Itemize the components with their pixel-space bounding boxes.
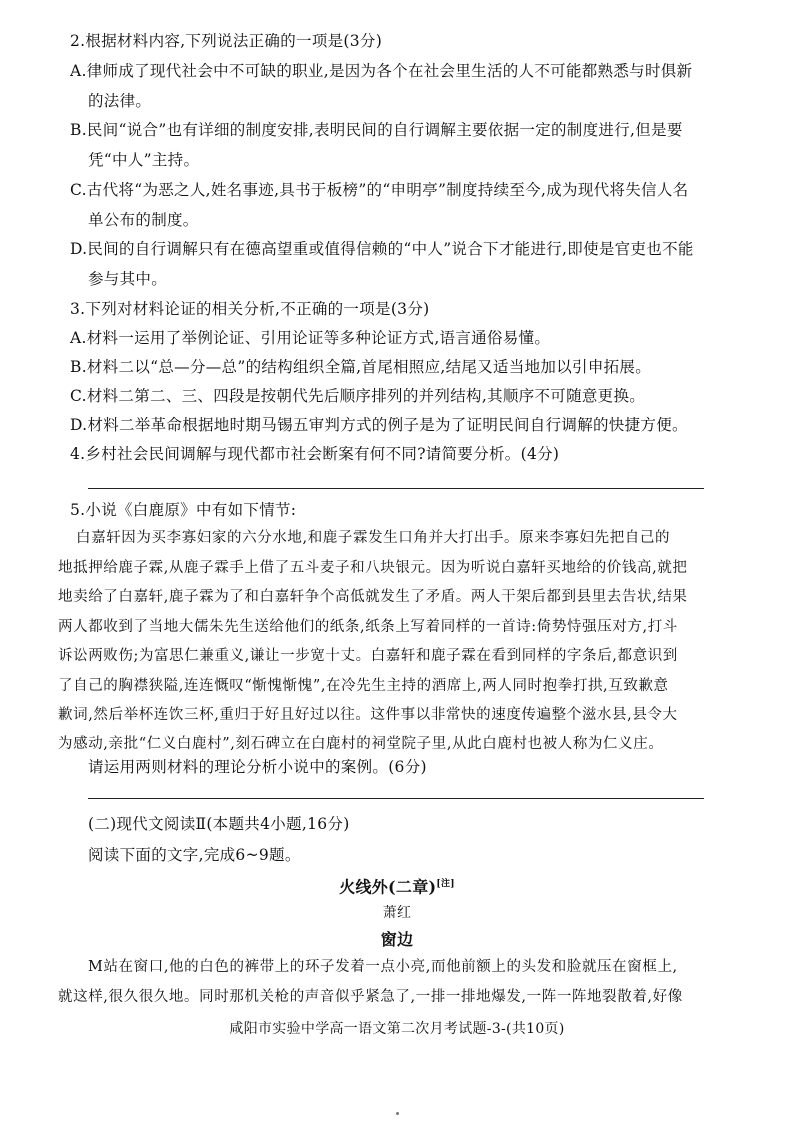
passage-title xyxy=(0,874,794,897)
answer-line-q4 xyxy=(88,488,704,489)
q3-stem: 3.下列对材料论证的相关分析,不正确的一项是(3分) xyxy=(70,300,430,318)
q5-ask: 请运用两则材料的理论分析小说中的案例。(6分) xyxy=(88,758,427,776)
scan-speck xyxy=(396,1112,399,1115)
section-heading: (二)现代文阅读Ⅱ(本题共4小题,16分) xyxy=(88,815,350,833)
page-footer: 咸阳市实验中学高一语文第二次月考试题-3-(共10页) xyxy=(229,1021,565,1037)
q5-stem: 5.小说《白鹿原》中有如下情节: xyxy=(70,501,297,519)
q2-option-d: D.民间的自行调解只有在德高望重或值得信赖的“中人”说合下才能进行,即使是官吏也不能 xyxy=(70,240,694,258)
q5-story-line: 歉词,然后举杯连饮三杯,重归于好且好过以往。这件事以非常快的速度传遍整个滋水县,县令大 xyxy=(58,707,678,723)
passage-paragraph-line: M站在窗口,他的白色的裤带上的环子发着一点小亮,而他前额上的头发和脸就压在窗框上, xyxy=(88,959,678,975)
q2-option-d-cont: 参与其中。 xyxy=(88,270,168,288)
answer-line-q5 xyxy=(88,798,704,799)
q3-option-d: D.材料二举革命根据地时期马锡五审判方式的例子是为了证明民间自行调解的快捷方便。 xyxy=(70,416,688,434)
q2-option-b: B.民间“说合”也有详细的制度安排,表明民间的自行调解主要依据一定的制度进行,但是要 xyxy=(70,121,683,139)
passage-paragraph-line: 就这样,很久很久地。同时那机关枪的声音似乎紧急了,一排一排地爆发,一阵一阵地裂散着,好像 xyxy=(58,989,683,1005)
q5-story-line: 地卖给了白嘉轩,鹿子霖为了和白嘉轩争个高低就发生了矛盾。两人干架后都到县里去告状,结果 xyxy=(58,589,688,605)
q2-option-c-cont: 单公布的制度。 xyxy=(88,211,199,229)
passage-title-note: [注] xyxy=(436,879,455,889)
passage-title-text: 火线外(二章) xyxy=(339,877,437,897)
section-instruction: 阅读下面的文字,完成6~9题。 xyxy=(88,846,301,864)
q3-option-c: C.材料二第二、三、四段是按朝代先后顺序排列的并列结构,其顺序不可随意更换。 xyxy=(70,387,646,405)
q5-story-line: 了自己的胸襟狭隘,连连慨叹“惭愧惭愧”,在冷先生主持的酒席上,两人同时抱拳打拱,互致歉意 xyxy=(58,678,669,694)
q2-option-a: A.律师成了现代社会中不可缺的职业,是因为各个在社会里生活的人不可能都熟悉与时俱新 xyxy=(70,62,693,80)
q2-option-a-cont: 的法律。 xyxy=(88,92,152,110)
passage-author: 萧红 xyxy=(382,905,412,921)
q2-option-b-cont: 凭“中人”主持。 xyxy=(88,151,200,169)
q5-story-line: 为感动,亲批“仁义白鹿村”,刻石碑立在白鹿村的祠堂院子里,从此白鹿村也被人称为仁义庄。 xyxy=(58,736,664,752)
passage-subtitle: 窗边 xyxy=(380,930,414,949)
q2-option-c: C.古代将“为恶之人,姓名事迹,具书于板榜”的“申明亭”制度持续至今,成为现代将失信人名 xyxy=(70,181,689,199)
q5-story-line: 诉讼两败伤;为富思仁兼重义,谦让一步宽十丈。白嘉轩和鹿子霖在看到同样的字条后,都意识到 xyxy=(58,648,678,664)
q3-option-b: B.材料二以“总—分—总”的结构组织全篇,首尾相照应,结尾又适当地加以引申拓展。 xyxy=(70,358,652,376)
q3-option-a: A.材料一运用了举例论证、引用论证等多种论证方式,语言通俗易懂。 xyxy=(70,329,551,347)
q4-stem: 4.乡村社会民间调解与现代都市社会断案有何不同?请简要分析。(4分) xyxy=(70,445,560,463)
q5-story-line: 两人都收到了当地大儒朱先生送给他们的纸条,纸条上写着同样的一首诗:倚势恃强压对方,打斗 xyxy=(58,619,678,635)
q5-story-line: 白嘉轩因为买李寡妇家的六分水地,和鹿子霖发生口角并大打出手。原来李寡妇先把自己的 xyxy=(76,530,671,546)
q5-story-line: 地抵押给鹿子霖,从鹿子霖手上借了五斗麦子和八块银元。因为听说白嘉轩买地给的价钱高,就把 xyxy=(58,560,688,576)
q2-stem: 2.根据材料内容,下列说法正确的一项是(3分) xyxy=(70,32,383,50)
